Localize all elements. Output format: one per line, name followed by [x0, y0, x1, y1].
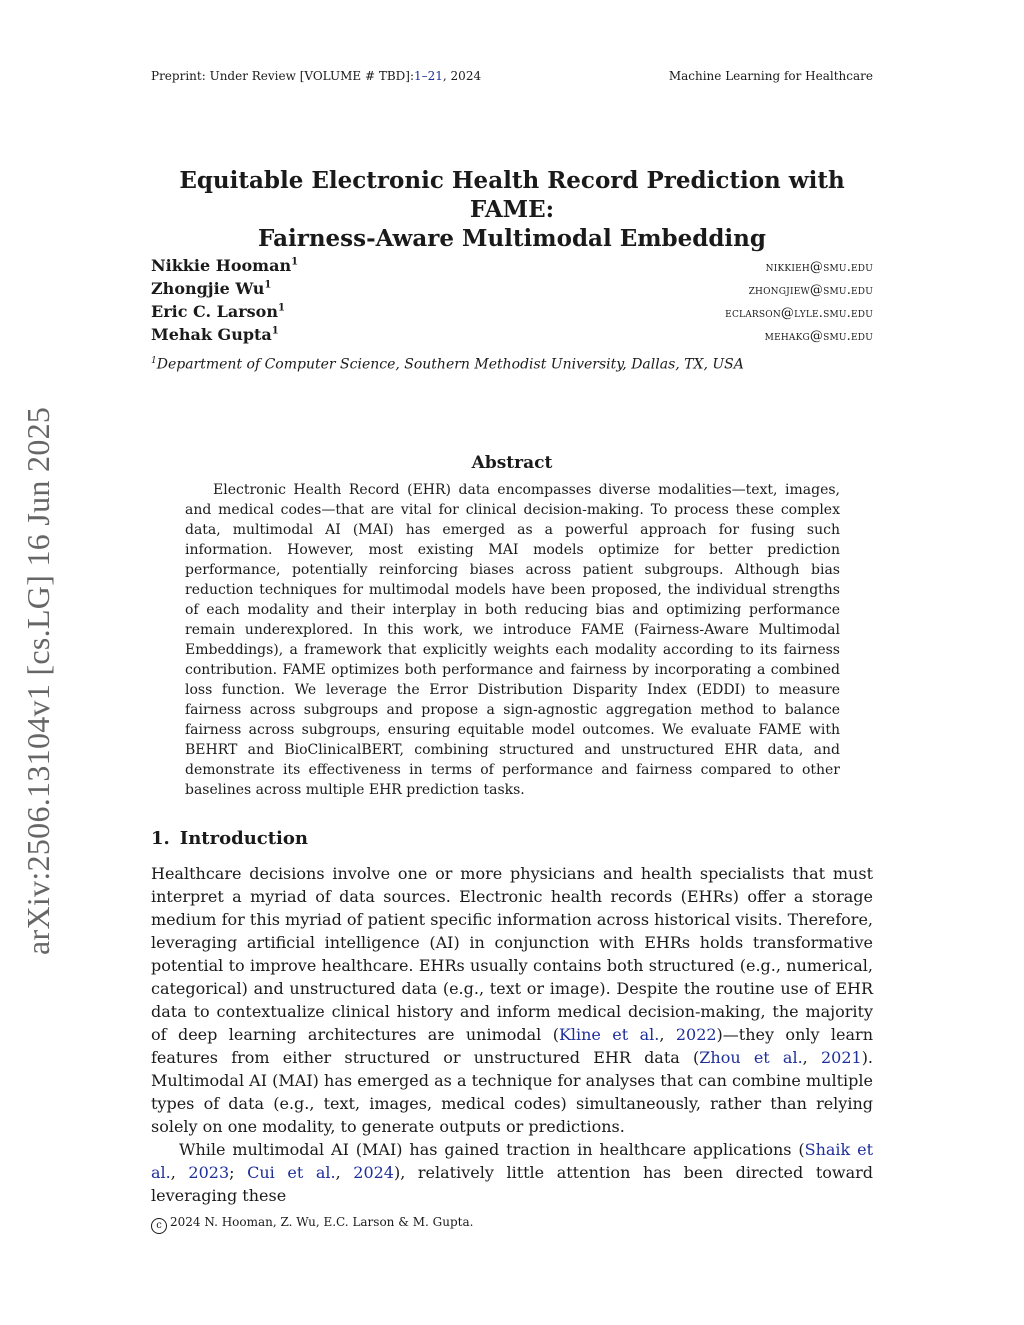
author-email: zhongjiew@smu.edu: [748, 283, 873, 298]
affiliation-text: Department of Computer Science, Southern Methodist University, Dallas, TX, USA: [156, 356, 744, 373]
intro-paragraph-1: Healthcare decisions involve one or more physicians and health specialists that must interpret a myriad of data sources. Electronic health records (EHRs) offer a storage medium for this myriad of patient specific information across historical visits. Therefore, leveraging artificial intelligence (AI) in conjunction with EHRs holds transformative potential to improve healthcare. EHRs usually contains both structured (e.g., numerical, categorical) and unstructured data (e.g., text or image). Despite the routine use of EHR data to contextualize clinical history and inform medical decision-making, the majority of deep learning architectures are unimodal (Kline et al., 2022)—they only learn features from either structured or unstructured EHR data (Zhou et al., 2021). Multimodal AI (MAI) has emerged as a technique for analyses that can combine multiple types of data (e.g., text, images, medical codes) simultaneously, rather than relying solely on one modality, to generate outputs or predictions.: [151, 864, 874, 1136]
paper-title: [151, 166, 873, 253]
header-preprint-text: Preprint: Under Review [VOLUME # TBD]:: [151, 69, 414, 83]
section-number: 1.: [151, 828, 170, 849]
citation-link[interactable]: 2023: [188, 1163, 230, 1182]
introduction-body: [151, 862, 873, 1207]
arxiv-identifier-stamp: arXiv:2506.13104v1 [cs.LG] 16 Jun 2025: [20, 406, 56, 955]
author-email: eclarson@lyle.smu.edu: [725, 306, 873, 321]
author-name: Eric C. Larson$^1$: [151, 302, 285, 321]
copyright-footer: [151, 1215, 473, 1234]
affiliation-line: [151, 356, 744, 373]
citation-link[interactable]: 2021: [820, 1048, 862, 1067]
citation-link[interactable]: 2024: [353, 1163, 394, 1182]
author-email: nikkieh@smu.edu: [765, 260, 873, 275]
affiliation-marker: 1: [271, 325, 279, 337]
author-name: Zhongjie Wu$^1$: [151, 279, 272, 298]
author-row: [151, 279, 873, 302]
citation-link[interactable]: Kline et al.: [558, 1025, 660, 1044]
author-row: [151, 325, 873, 348]
abstract-heading: Abstract: [471, 453, 553, 473]
citation-link[interactable]: Cui et al.: [247, 1163, 336, 1182]
affiliation-marker: 1: [277, 302, 285, 314]
author-row: [151, 256, 873, 279]
citation-link[interactable]: 2022: [675, 1025, 717, 1044]
title-line-2: Fairness-Aware Multimodal Embedding: [258, 225, 766, 252]
section-title: Introduction: [179, 828, 308, 849]
intro-paragraph-2: While multimodal AI (MAI) has gained traction in healthcare applications (Shaik et al., 2023; Cui et al., 2024), relatively little attention has been directed toward leveraging these: [151, 1140, 874, 1205]
header-pages-link[interactable]: 1–21: [414, 69, 443, 83]
running-header-left: [151, 69, 481, 83]
abstract-body: Electronic Health Record (EHR) data encompasses diverse modalities—text, images, and medical codes—that are vital for clinical decision-making. To process these complex data, multimodal AI (MAI) has emerged as a powerful approach for fusing such information. However, most existing MAI models optimize for better prediction performance, potentially reinforcing biases across patient subgroups. Although bias reduction techniques for multimodal models have been proposed, the individual strengths of each modality and their interplay in both reducing bias and optimizing performance remain underexplored. In this work, we introduce FAME (Fairness-Aware Multimodal Embeddings), a framework that explicitly weights each modality according to its fairness contribution. FAME optimizes both performance and fairness by incorporating a combined loss function. We leverage the Error Distribution Disparity Index (EDDI) to measure fairness across subgroups and propose a sign-agnostic aggregation method to balance fairness across subgroups, ensuring equitable model outcomes. We evaluate FAME with BEHRT and BioClinicalBERT, combining structured and unstructured EHR data, and demonstrate its effectiveness in terms of performance and fairness compared to other baselines across multiple EHR prediction tasks.: [185, 482, 840, 798]
header-separator: ,: [442, 69, 451, 83]
affiliation-marker: 1: [151, 356, 157, 366]
running-header-right: Machine Learning for Healthcare: [668, 69, 873, 83]
author-name: Nikkie Hooman$^1$: [151, 256, 299, 275]
author-email: mehakg@smu.edu: [764, 329, 873, 344]
citation-link[interactable]: Zhou et al.: [699, 1048, 803, 1067]
affiliation-marker: 1: [264, 279, 272, 291]
header-year: 2024: [450, 69, 482, 83]
copyright-icon: c: [151, 1218, 167, 1234]
title-line-1: Equitable Electronic Health Record Prediction with FAME:: [179, 167, 845, 223]
author-list: [151, 256, 873, 348]
author-name: Mehak Gupta$^1$: [151, 325, 279, 344]
affiliation-marker: 1: [291, 256, 299, 268]
section-heading: [151, 828, 308, 849]
citation-link[interactable]: Shaik et al.: [151, 1140, 874, 1182]
copyright-text: 2024 N. Hooman, Z. Wu, E.C. Larson & M. Gupta.: [170, 1215, 474, 1229]
author-row: [151, 302, 873, 325]
